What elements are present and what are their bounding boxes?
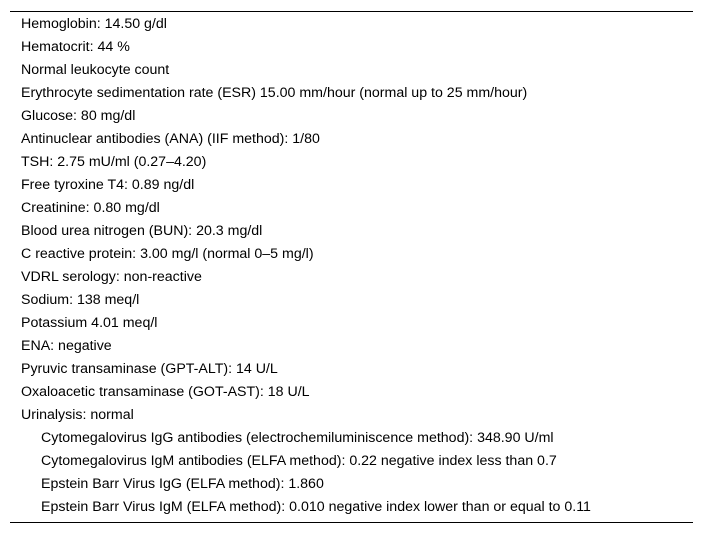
result-ebv-igm: Epstein Barr Virus IgM (ELFA method): 0.010 negative index lower than or equal to 0.11: [41, 499, 591, 515]
result-sodium: Sodium: 138 meq/l: [21, 292, 140, 308]
result-creatinine: Creatinine: 0.80 mg/dl: [21, 200, 160, 216]
result-hematocrit: Hematocrit: 44 %: [21, 39, 130, 55]
result-tsh: TSH: 2.75 mU/ml (0.27–4.20): [21, 154, 207, 170]
result-cmv-igg: Cytomegalovirus IgG antibodies (electrochemiluminiscence method): 348.90 U/ml: [41, 430, 554, 446]
result-ebv-igg: Epstein Barr Virus IgG (ELFA method): 1.860: [41, 476, 324, 492]
result-vdrl: VDRL serology: non-reactive: [21, 269, 202, 285]
result-hemoglobin: Hemoglobin: 14.50 g/dl: [21, 16, 167, 32]
result-cmv-igm: Cytomegalovirus IgM antibodies (ELFA method): 0.22 negative index less than 0.7: [41, 453, 557, 469]
result-got-ast: Oxaloacetic transaminase (GOT-AST): 18 U/L: [21, 384, 310, 400]
result-leukocyte-count: Normal leukocyte count: [21, 62, 170, 78]
lab-results-table: [10, 11, 693, 523]
result-gpt-alt: Pyruvic transaminase (GPT-ALT): 14 U/L: [21, 361, 278, 377]
result-urinalysis: Urinalysis: normal: [21, 407, 134, 423]
result-bun: Blood urea nitrogen (BUN): 20.3 mg/dl: [21, 223, 263, 239]
result-crp: C reactive protein: 3.00 mg/l (normal 0–5 mg/l): [21, 246, 314, 262]
result-free-t4: Free tyroxine T4: 0.89 ng/dl: [21, 177, 195, 193]
result-ena: ENA: negative: [21, 338, 112, 354]
result-esr: Erythrocyte sedimentation rate (ESR) 15.00 mm/hour (normal up to 25 mm/hour): [21, 85, 528, 101]
result-potassium: Potassium 4.01 meq/l: [21, 315, 158, 331]
result-glucose: Glucose: 80 mg/dl: [21, 108, 136, 124]
table-bottom-padding: [10, 519, 693, 522]
result-ana: Antinuclear antibodies (ANA) (IIF method): 1/80: [21, 131, 320, 147]
